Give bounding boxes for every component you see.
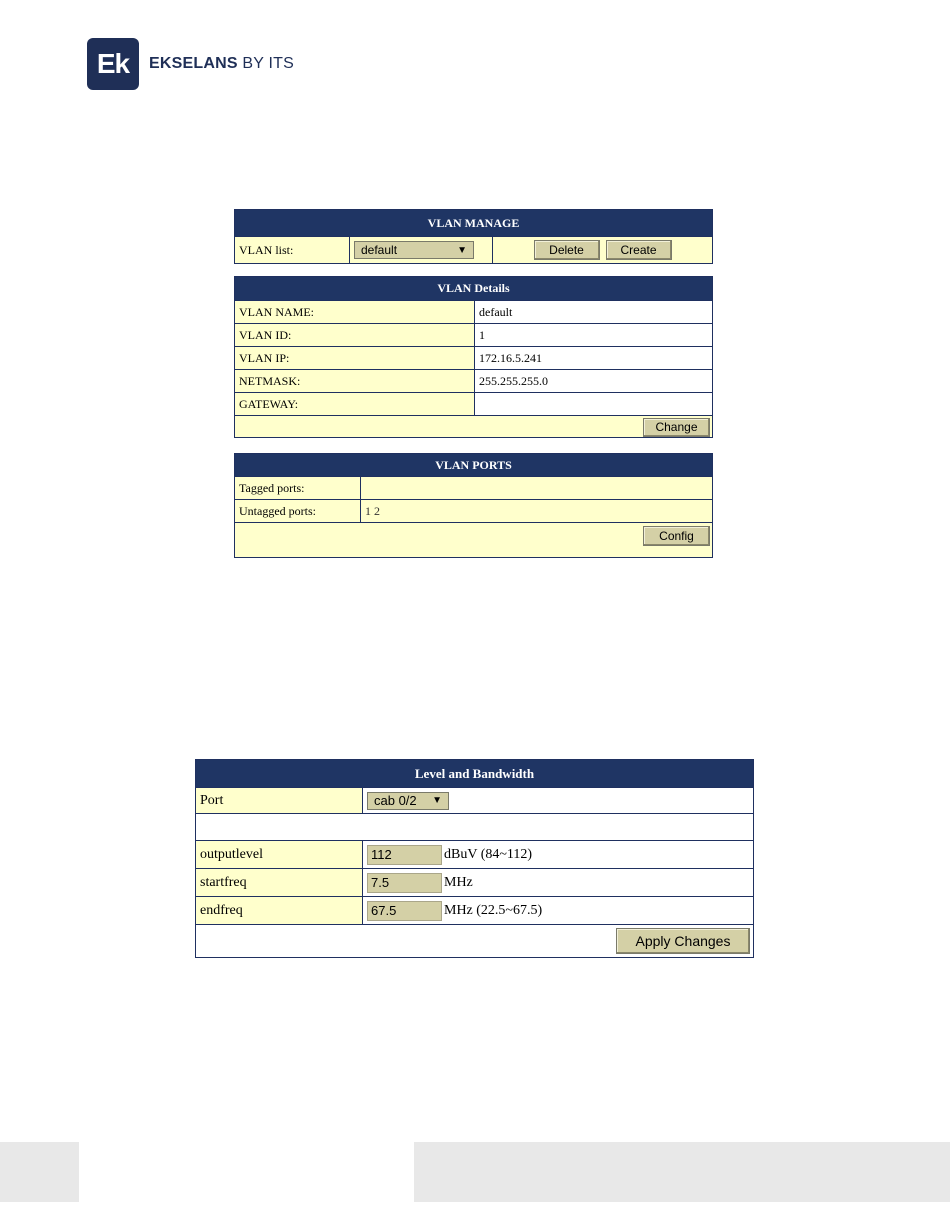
table-row (235, 499, 712, 522)
level-bandwidth-panel (195, 759, 754, 958)
vlan-name-label: VLAN NAME: (239, 304, 314, 319)
outputlevel-row (196, 840, 753, 868)
netmask-value: 255.255.255.0 (474, 370, 712, 392)
gateway-label: GATEWAY: (239, 396, 299, 411)
vlan-ip-label: VLAN IP: (239, 350, 290, 365)
delete-button[interactable]: Delete (534, 240, 600, 260)
startfreq-row (196, 868, 753, 896)
port-label: Port (200, 792, 224, 808)
vlan-id-value: 1 (474, 324, 712, 346)
vlan-details-title: VLAN Details (235, 277, 712, 300)
table-row (235, 392, 712, 415)
startfreq-label: startfreq (200, 874, 247, 890)
chevron-down-icon: ▼ (432, 795, 442, 806)
vlan-manage-panel (234, 209, 713, 264)
startfreq-cell (362, 869, 753, 896)
vlan-id-label: VLAN ID: (239, 327, 292, 342)
footer-right-bar (414, 1142, 950, 1202)
brand-logo-mark: Ek (87, 38, 139, 90)
vlan-list-row (235, 236, 712, 263)
gateway-value (474, 393, 712, 415)
level-bandwidth-actions (196, 924, 753, 957)
brand-name (149, 55, 294, 73)
tagged-ports-label: Tagged ports: (239, 480, 305, 495)
tagged-ports-value (360, 477, 712, 499)
vlan-ports-actions (235, 522, 712, 557)
create-button[interactable]: Create (606, 240, 672, 260)
table-row (235, 323, 712, 346)
outputlevel-unit: dBuV (84~112) (444, 846, 533, 862)
startfreq-unit: MHz (444, 874, 473, 890)
outputlevel-input[interactable]: 112 (367, 845, 442, 865)
chevron-down-icon: ▼ (457, 244, 467, 256)
vlan-list-label: VLAN list: (239, 242, 294, 257)
port-select[interactable] (367, 792, 449, 810)
untagged-ports-value: 1 2 (360, 500, 712, 522)
vlan-list-select[interactable] (354, 241, 474, 259)
table-row (235, 346, 712, 369)
brand-name-rest: BY ITS (237, 55, 294, 72)
vlan-details-panel (234, 276, 713, 438)
outputlevel-label: outputlevel (200, 846, 263, 862)
table-row (235, 369, 712, 392)
vlan-details-actions (235, 415, 712, 438)
footer-left-bar (0, 1142, 79, 1202)
netmask-label: NETMASK: (239, 373, 301, 388)
vlan-name-value: default (474, 301, 712, 323)
change-button[interactable]: Change (643, 418, 710, 437)
port-select-cell (362, 788, 753, 813)
endfreq-unit: MHz (22.5~67.5) (444, 902, 543, 918)
vlan-list-select-cell (349, 237, 492, 263)
endfreq-cell (362, 897, 753, 924)
level-bandwidth-title: Level and Bandwidth (196, 760, 753, 787)
vlan-manage-title: VLAN MANAGE (235, 210, 712, 236)
vlan-actions-cell (492, 237, 712, 263)
vlan-ip-value: 172.16.5.241 (474, 347, 712, 369)
table-row (235, 476, 712, 499)
endfreq-row (196, 896, 753, 924)
endfreq-label: endfreq (200, 902, 243, 918)
brand-name-bold: EKSELANS (149, 55, 238, 72)
endfreq-input[interactable]: 67.5 (367, 901, 442, 921)
vlan-list-selected: default (361, 243, 398, 257)
untagged-ports-label: Untagged ports: (239, 503, 316, 518)
port-row (196, 787, 753, 813)
port-selected: cab 0/2 (374, 793, 417, 808)
startfreq-input[interactable]: 7.5 (367, 873, 442, 893)
outputlevel-cell (362, 841, 753, 868)
spacer-row (196, 813, 753, 840)
vlan-ports-panel (234, 453, 713, 558)
config-button[interactable]: Config (643, 526, 710, 546)
apply-changes-button[interactable]: Apply Changes (616, 928, 750, 954)
table-row (235, 300, 712, 323)
vlan-ports-title: VLAN PORTS (235, 454, 712, 476)
